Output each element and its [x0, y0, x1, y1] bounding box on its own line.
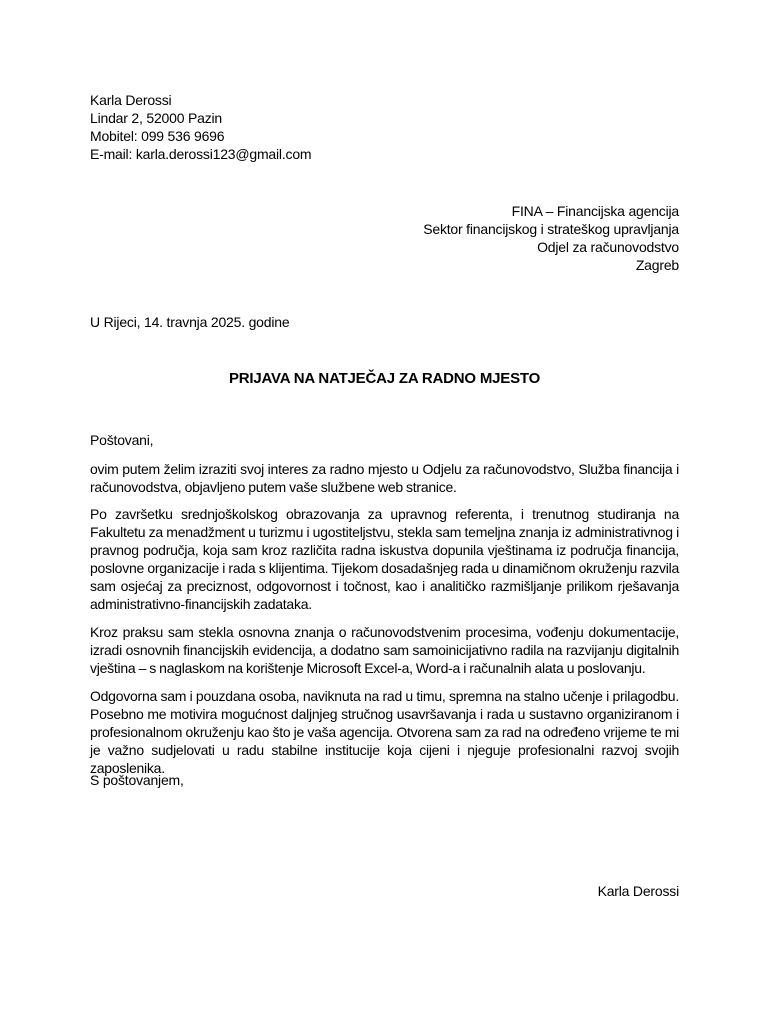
letter-date — [90, 313, 679, 331]
paragraph-text: ovim putem želim izraziti svoj interes za radno mjesto u Odjelu za računovodstvo, Služba financija i računovodstva, objavljeno putem vaše službene web stranice. — [90, 461, 679, 495]
sender-block — [90, 91, 679, 163]
signature-name: Karla Derossi — [597, 883, 679, 899]
sender-email: E-mail: karla.derossi123@gmail.com — [90, 146, 312, 162]
recipient-organization: FINA – Financijska agencija — [511, 203, 679, 219]
sender-phone: Mobitel: 099 536 9696 — [90, 128, 225, 144]
paragraph-text: Odgovorna sam i pouzdana osoba, naviknuta na rad u timu, spremna na stalno učenje i prilagodbu. Posebno me motivira mogućnost daljnjeg stručnog usavršavanja i rada u sustavno organiziranom i profesionalnom okruženju kao što je vaša agencija. Otvorena sam za rad na određeno vrijeme te mi je važno sudjelovati u radu stabilne institucije koja cijeni i njeguje profesionalni razvoj svojih zaposlenika. — [90, 688, 679, 776]
greeting — [90, 431, 679, 449]
sender-name: Karla Derossi — [90, 92, 172, 108]
body-paragraph-1 — [90, 460, 679, 496]
paragraph-text: Kroz praksu sam stekla osnovna znanja o računovodstvenim procesima, vođenju dokumentacije, izradi osnovnih financijskih evidencija, a dodatno sam samoinicijativno radila na razvijanju digitalnih vještina – s naglaskom na korištenje Microsoft Excel-a, Word-a i računalnih alata u poslovanju. — [90, 624, 679, 676]
greeting-text: Poštovani, — [90, 432, 154, 448]
date-text: U Rijeci, 14. travnja 2025. godine — [90, 314, 290, 330]
signature — [90, 882, 679, 900]
recipient-department: Odjel za računovodstvo — [537, 239, 679, 255]
sender-address: Lindar 2, 52000 Pazin — [90, 110, 223, 126]
body-paragraph-2 — [90, 505, 679, 613]
closing — [90, 771, 679, 789]
closing-text: S poštovanjem, — [90, 772, 184, 788]
body-paragraph-4 — [90, 687, 679, 777]
letter-title — [90, 370, 679, 388]
body-paragraph-3 — [90, 623, 679, 677]
paragraph-text: Po završetku srednjoškolskog obrazovanja za upravnog referenta, i trenutnog studiranja na Fakultetu za menadžment u turizmu i ugostiteljstvu, stekla sam temeljna znanja iz administrativnog i pravnog područja, koja sam kroz različita radna iskustva dopunila vještinama iz područja financija, poslovne organizacije i rada s klijentima. Tijekom dosadašnjeg rada u dinamičnom okruženju razvila sam osjećaj za preciznost, odgovornost i točnost, kao i analitičko razmišljanje prilikom rješavanja administrativno-financijskih zadataka. — [90, 506, 679, 612]
recipient-block — [90, 202, 679, 274]
recipient-sector: Sektor financijskog i strateškog upravljanja — [423, 221, 679, 237]
recipient-city: Zagreb — [635, 257, 679, 273]
title-text: PRIJAVA NA NATJEČAJ ZA RADNO MJESTO — [228, 370, 541, 387]
